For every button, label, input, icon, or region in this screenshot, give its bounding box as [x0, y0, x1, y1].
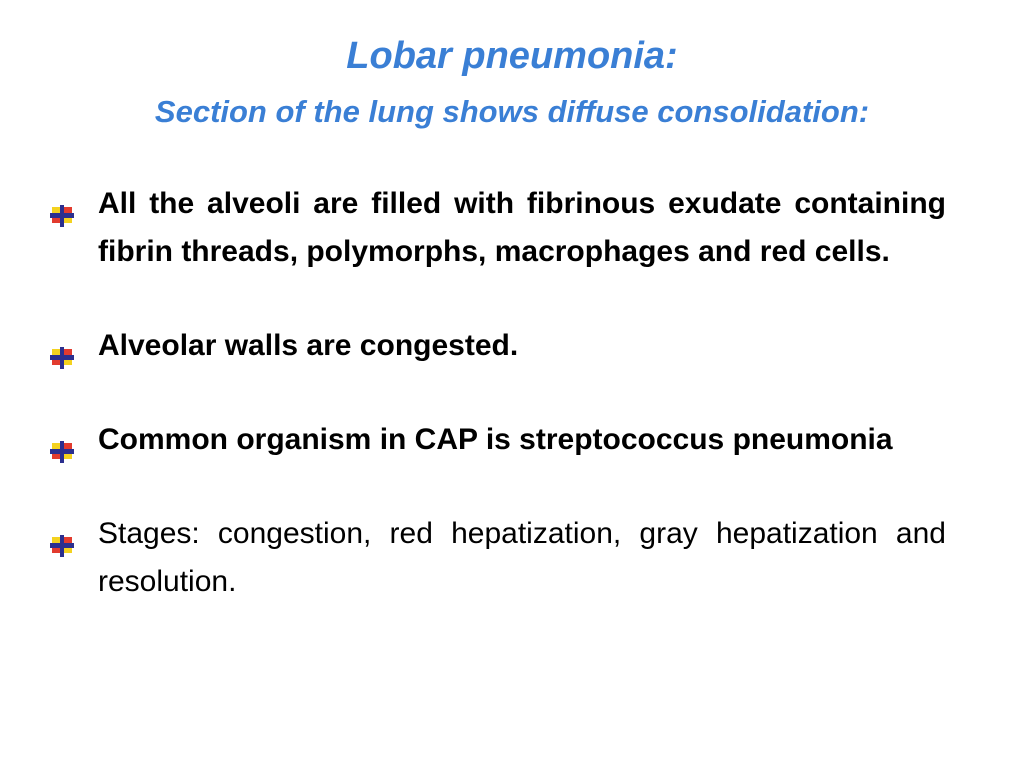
bullet-text: Alveolar walls are congested.: [98, 329, 519, 362]
slide-subtitle: Section of the lung shows diffuse consolidation:: [154, 94, 870, 129]
slide-title: Lobar pneumonia:: [346, 35, 678, 77]
bullet-item: [50, 510, 946, 606]
bullet-text: Stages: congestion, red hepatization, gray hepatization and resolution.: [98, 517, 946, 598]
four-color-cross-bullet-icon: [50, 430, 74, 452]
four-color-cross-bullet-icon: [50, 336, 74, 358]
bullet-item: [50, 322, 946, 370]
bullet-item: [50, 180, 946, 276]
bullet-item: [50, 416, 946, 464]
four-color-cross-bullet-icon: [50, 194, 74, 216]
four-color-cross-bullet-icon: [50, 524, 74, 546]
bullet-list: [50, 180, 946, 652]
bullet-text: Common organism in CAP is streptococcus pneumonia: [98, 423, 893, 456]
bullet-text: All the alveoli are filled with fibrinous exudate containing fibrin threads, polymorphs, macrophages and red cells.: [98, 187, 946, 268]
